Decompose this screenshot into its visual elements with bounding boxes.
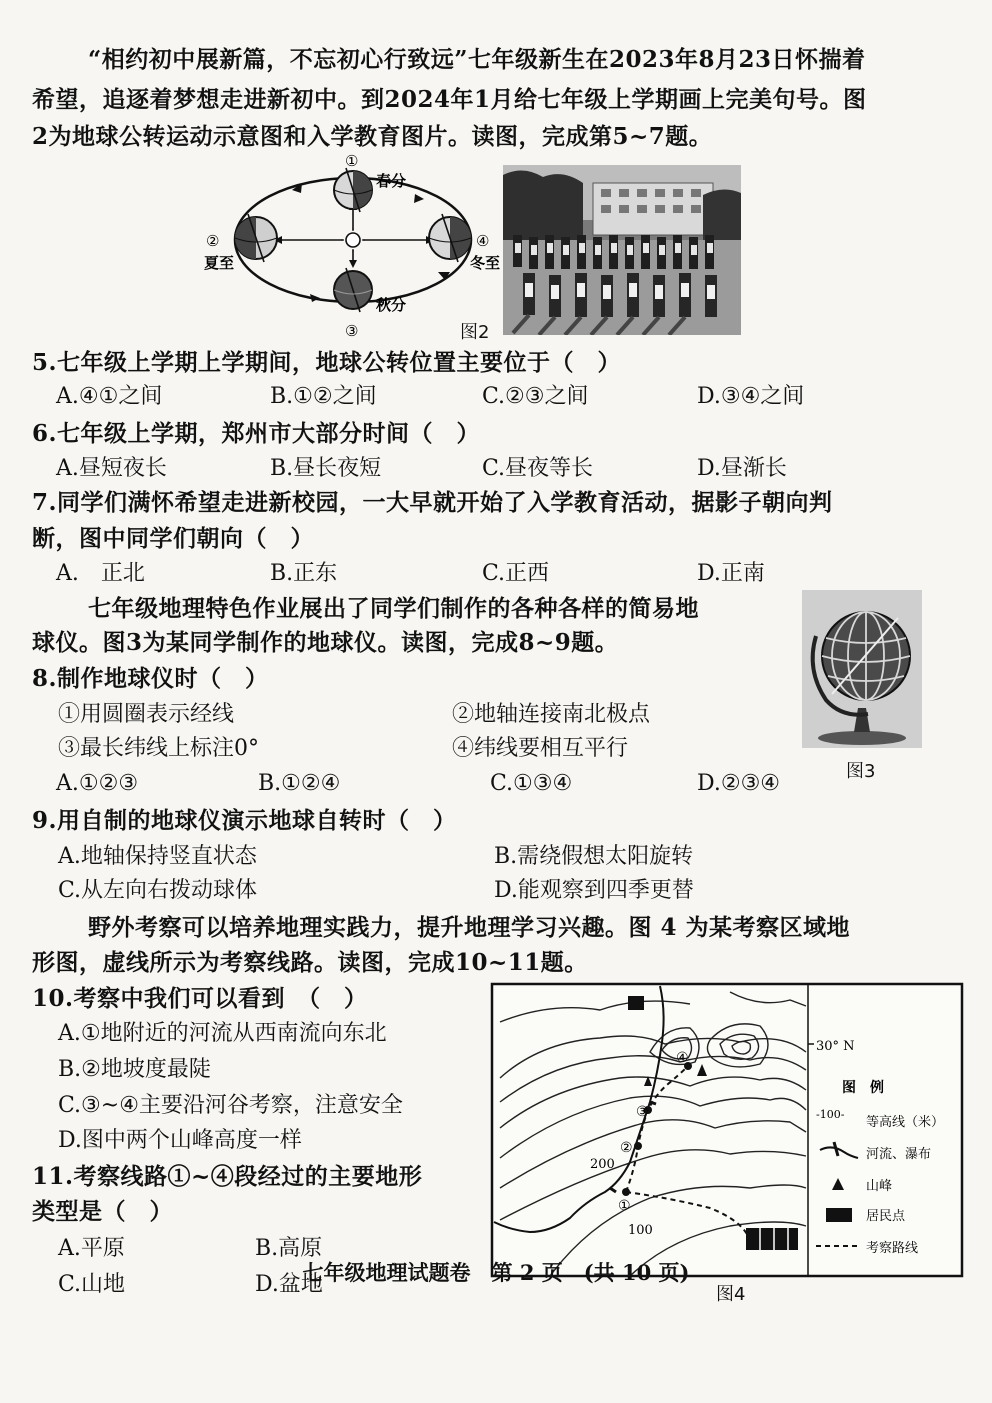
q5-option-a[interactable]: A.④①之间 xyxy=(56,384,163,409)
sun-icon xyxy=(346,233,360,247)
legend-river-text: 河流、瀑布 xyxy=(866,1147,932,1162)
route-point-4: ④ xyxy=(676,1050,689,1066)
fig4-caption: 图4 xyxy=(716,1284,746,1305)
q7-option-a[interactable]: A. 正北 xyxy=(56,561,145,586)
q9-stem: 9.用自制的地球仪演示地球自转时（ ） xyxy=(32,807,457,834)
fig3-caption: 图3 xyxy=(846,761,876,782)
q8-option-d[interactable]: D.②③④ xyxy=(697,771,781,796)
q6-option-a[interactable]: A.昼短夜长 xyxy=(56,456,167,481)
page-footer: 七年级地理试题卷 第 2 页 (共 10 页) xyxy=(302,1260,690,1285)
q8-item-4: ④纬线要相互平行 xyxy=(452,736,629,761)
q7-option-d[interactable]: D.正南 xyxy=(697,561,765,586)
q11-option-b[interactable]: B.高原 xyxy=(255,1236,323,1261)
settlement-icon xyxy=(826,1208,852,1222)
q9-option-d[interactable]: D.能观察到四季更替 xyxy=(494,878,694,903)
fig2-orbit-diagram xyxy=(200,152,510,342)
q10-option-c[interactable]: C.③~④主要沿河谷考察，注意安全 xyxy=(58,1093,403,1118)
q7-stem-line-1: 7.同学们满怀希望走进新校园，一大早就开始了入学教育活动，据影子朝向判 xyxy=(32,489,833,516)
q5-stem: 5.七年级上学期上学期间，地球公转位置主要位于（ ） xyxy=(32,349,622,376)
contour-200-label: 200 xyxy=(590,1157,615,1172)
intro2-line-2: 球仪。图3为某同学制作的地球仪。读图，完成8~9题。 xyxy=(32,629,619,656)
q8-option-c[interactable]: C.①③④ xyxy=(490,771,573,796)
q11-option-c[interactable]: C.山地 xyxy=(58,1272,126,1297)
intro1-line-3: 2为地球公转运动示意图和入学教育图片。读图，完成第5~7题。 xyxy=(32,123,713,150)
legend-peak-text: 山峰 xyxy=(866,1179,893,1194)
pos-3-label: ③ xyxy=(345,322,359,340)
intro3-line-2: 形图，虚线所示为考察线路。读图，完成10~11题。 xyxy=(32,949,588,976)
summer-solstice-label: 夏至 xyxy=(204,254,235,272)
latitude-label: 30° N xyxy=(816,1039,855,1054)
pos-2-label: ② xyxy=(206,232,220,250)
legend-contour-text: 等高线（米） xyxy=(866,1115,945,1130)
fig2-photo xyxy=(503,165,741,335)
q11-stem-line-2: 类型是（ ） xyxy=(32,1198,173,1225)
q11-stem-line-1: 11.考察线路①~④段经过的主要地形 xyxy=(32,1163,423,1190)
earth-autumn-icon xyxy=(334,268,372,312)
autumn-equinox-label: 秋分 xyxy=(376,296,407,314)
q5-option-b[interactable]: B.①②之间 xyxy=(270,384,377,409)
fig4-contour-map xyxy=(490,982,964,1278)
q10-option-d[interactable]: D.图中两个山峰高度一样 xyxy=(58,1128,302,1153)
route-point-3: ③ xyxy=(636,1104,649,1120)
q8-item-1: ①用圆圈表示经线 xyxy=(58,702,235,727)
q7-option-b[interactable]: B.正东 xyxy=(270,561,338,586)
intro1-line-1: “相约初中展新篇，不忘初心行致远”七年级新生在2023年8月23日怀揣着 xyxy=(88,46,866,73)
intro2-line-1: 七年级地理特色作业展出了同学们制作的各种各样的简易地 xyxy=(88,595,699,622)
winter-solstice-label: 冬至 xyxy=(470,254,501,272)
pos-1-label: ① xyxy=(345,152,359,170)
q6-option-d[interactable]: D.昼渐长 xyxy=(697,456,787,481)
q6-option-b[interactable]: B.昼长夜短 xyxy=(270,456,382,481)
q8-item-2: ②地轴连接南北极点 xyxy=(452,702,651,727)
contour-100-label: 100 xyxy=(628,1223,653,1238)
q8-option-a[interactable]: A.①②③ xyxy=(56,771,139,796)
q6-option-c[interactable]: C.昼夜等长 xyxy=(482,456,594,481)
q7-option-c[interactable]: C.正西 xyxy=(482,561,550,586)
pos-4-label: ④ xyxy=(476,232,490,250)
q10-option-b[interactable]: B.②地坡度最陡 xyxy=(58,1057,211,1082)
q11-option-a[interactable]: A.平原 xyxy=(58,1236,125,1261)
q11-option-d[interactable]: D.盆地 xyxy=(255,1272,323,1297)
fig3-globe-photo xyxy=(802,590,922,748)
legend-route-text: 考察路线 xyxy=(866,1241,919,1256)
q9-option-b[interactable]: B.需绕假想太阳旋转 xyxy=(494,844,694,869)
q10-stem: 10.考察中我们可以看到 （ ） xyxy=(32,985,368,1012)
q8-stem: 8.制作地球仪时（ ） xyxy=(32,665,269,692)
q5-option-d[interactable]: D.③④之间 xyxy=(697,384,805,409)
route-point-2: ② xyxy=(620,1140,633,1156)
intro1-line-2: 希望，追逐着梦想走进新初中。到2024年1月给七年级上学期画上完美句号。图 xyxy=(32,86,867,113)
legend-town-text: 居民点 xyxy=(866,1209,906,1224)
q5-option-c[interactable]: C.②③之间 xyxy=(482,384,589,409)
q9-option-c[interactable]: C.从左向右拨动球体 xyxy=(58,878,258,903)
q9-option-a[interactable]: A.地轴保持竖直状态 xyxy=(58,844,257,869)
q10-option-a[interactable]: A.①地附近的河流从西南流向东北 xyxy=(58,1021,387,1046)
spring-equinox-label: 春分 xyxy=(376,172,407,190)
earth-spring-icon xyxy=(334,168,372,212)
q6-stem: 6.七年级上学期，郑州市大部分时间（ ） xyxy=(32,420,481,447)
q7-stem-line-2: 断，图中同学们朝向（ ） xyxy=(32,525,314,552)
legend-contour-symbol: -100- xyxy=(816,1108,845,1121)
q8-item-3: ③最长纬线上标注0° xyxy=(58,736,259,761)
route-point-1: ① xyxy=(618,1198,631,1214)
fig2-caption: 图2 xyxy=(460,322,490,343)
legend-title: 图 例 xyxy=(842,1080,884,1096)
q8-option-b[interactable]: B.①②④ xyxy=(258,771,341,796)
intro3-line-1: 野外考察可以培养地理实践力，提升地理学习兴趣。图 4 为某考察区域地 xyxy=(88,914,851,941)
